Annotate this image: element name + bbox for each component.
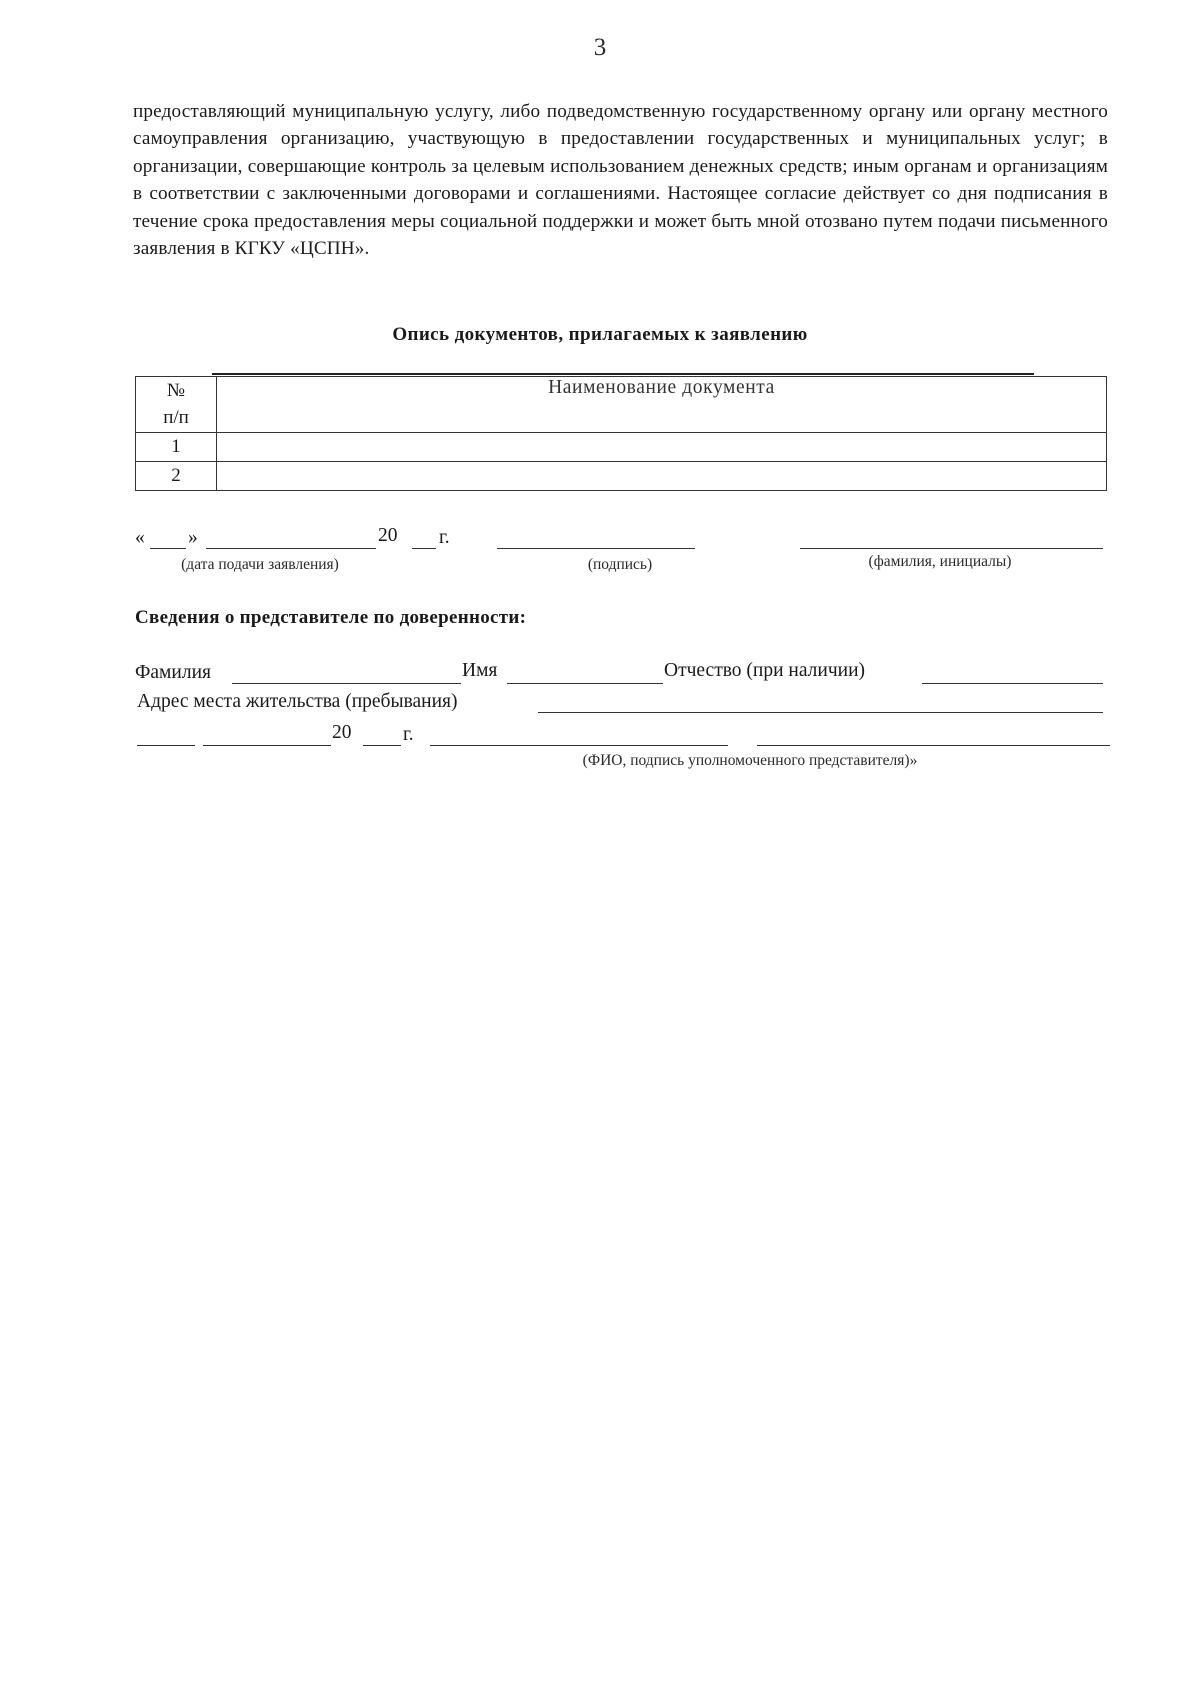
address-field[interactable] (538, 712, 1103, 713)
rep-year-prefix: 20 (332, 722, 352, 743)
signature-field[interactable] (497, 548, 695, 549)
table-row (136, 462, 1107, 491)
month-field[interactable] (206, 548, 376, 549)
column-header-number: № п/п (136, 377, 217, 433)
year-suffix: г. (439, 527, 450, 548)
name-label: Имя (462, 660, 498, 681)
documents-table (135, 376, 1107, 491)
open-quote: « (135, 527, 145, 548)
rep-year-field[interactable] (363, 745, 401, 746)
surname-field[interactable] (232, 683, 461, 684)
row-number: 2 (136, 462, 217, 491)
table-header-row (136, 377, 1107, 433)
title-rule (212, 373, 1034, 375)
rep-signature-field[interactable] (757, 745, 1110, 746)
patronymic-label: Отчество (при наличии) (664, 660, 866, 681)
rep-day-field[interactable] (137, 745, 195, 746)
representative-title: Сведения о представителе по доверенности: (135, 607, 527, 628)
row-number: 1 (136, 433, 217, 462)
caption-date: (дата подачи заявления) (181, 556, 339, 573)
surname-label: Фамилия (135, 662, 211, 683)
page-number: 3 (593, 34, 607, 61)
rep-year-suffix: г. (403, 724, 414, 745)
year-prefix: 20 (378, 525, 398, 546)
row-document-name[interactable] (217, 462, 1107, 491)
rep-month-field[interactable] (203, 745, 331, 746)
column-header-document-name: Наименование документа (217, 377, 1107, 433)
rep-name-field[interactable] (430, 745, 728, 746)
representative-caption: (ФИО, подпись уполномоченного представителя)» (582, 752, 918, 769)
year-field[interactable] (412, 548, 436, 549)
full-name-field[interactable] (800, 548, 1103, 549)
day-field[interactable] (150, 548, 186, 549)
caption-name: (фамилия, инициалы) (868, 553, 1012, 570)
inventory-title: Опись документов, прилагаемых к заявлению (392, 324, 808, 345)
close-quote: » (188, 527, 198, 548)
name-field[interactable] (507, 683, 663, 684)
consent-paragraph: предоставляющий муниципальную услугу, либо подведомственную государственному органу или органу местного самоуправления организацию, участвующую в предоставлении государственных и муниципальных услуг; в организации, совершающие контроль за целевым использованием денежных средств; иным органам и организациям в соответствии с заключенными договорами и соглашениями. Настоящее согласие действует со дня подписания в течение срока предоставления меры социальной поддержки и может быть мной отозвано путем подачи письменного заявления в КГКУ «ЦСПН». (133, 101, 1108, 260)
address-label: Адрес места жительства (пребывания) (137, 691, 458, 712)
table-row (136, 433, 1107, 462)
patronymic-field[interactable] (922, 683, 1103, 684)
caption-signature: (подпись) (587, 556, 653, 573)
row-document-name[interactable] (217, 433, 1107, 462)
